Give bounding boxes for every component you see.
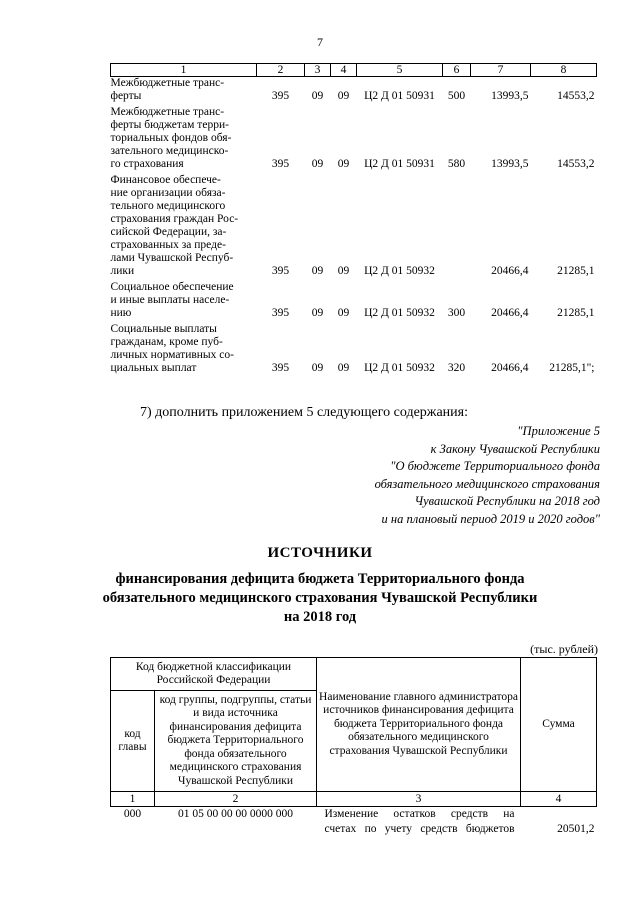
column-header: 4 [331,64,357,77]
item-name-line: Межбюджетные транс- [110,77,225,89]
amendment-paragraph: 7) дополнить приложением 5 следующего содержания: [140,405,468,420]
item-name-cell [111,281,257,323]
item-name-line: сийской Федерации, за- [110,226,227,238]
expense-type-cell: 320 [447,362,466,374]
column-number: 3 [317,792,521,807]
column-number: 2 [155,792,317,807]
ministry-code-cell: 395 [271,265,290,277]
header-code-head: код главы [111,691,155,792]
column-header: 3 [305,64,331,77]
section-cell: 09 [311,307,324,319]
column-number: 4 [521,792,597,807]
description-cell [317,807,521,838]
expense-type-cell: 580 [447,158,466,170]
table-row [111,106,597,174]
expense-type-cell: 500 [447,90,466,102]
column-number-row [111,792,597,807]
item-name-line: нию [110,307,132,319]
item-name-line: страхованных за преде- [110,239,226,251]
expense-type-cell [443,174,471,281]
column-header: 1 [111,64,257,77]
ministry-code-cell: 395 [271,307,290,319]
amount-2019-cell: 20466,4 [491,265,529,277]
item-name-cell [111,77,257,107]
appendix-line: обязательного медицинского страхования [374,476,600,491]
subsection-cell: 09 [337,362,350,374]
appendix-line: "О бюджете Территориального фонда [390,459,600,473]
item-name-line: тельного медицинского [110,200,226,212]
item-name-line: лами Чувашской Респуб- [110,252,234,264]
subsection-cell: 09 [337,307,350,319]
page-number: 7 [317,35,323,49]
section-cell: 09 [311,90,324,102]
amount-2019-cell: 13993,5 [491,90,529,102]
table-row [111,807,597,838]
item-name-line: Социальные выплаты [110,323,217,335]
item-name-line: зательного медицинско- [110,145,229,157]
column-header: 8 [531,64,597,77]
item-name-line: ферты бюджетам терри- [110,119,229,131]
item-name-line: ториальных фондов обя- [110,132,232,144]
amount-2019-cell: 13993,5 [491,158,529,170]
appendix-line: и на плановый период 2019 и 2020 годов" [381,511,600,526]
item-name-line: Финансовое обеспече- [110,174,221,186]
item-name-cell [111,174,257,281]
section-cell: 09 [311,158,324,170]
table-row [111,174,597,281]
table-row [111,77,597,107]
item-name-line: ние организации обяза- [110,187,226,199]
item-name-line: лики [110,265,135,277]
amount-2019-cell: 20466,4 [491,307,529,319]
ministry-code-cell: 395 [271,158,290,170]
target-article-cell: Ц2 Д 01 50932 [364,362,435,374]
document-subtitle [0,570,640,627]
subsection-cell: 09 [337,158,350,170]
item-name-line: личных нормативных со- [110,349,234,361]
units-label: (тыс. рублей) [530,642,598,656]
header-sum: Сумма [521,658,597,792]
subtitle-line: обязательного медицинского страхования Чувашской Республики [102,590,538,606]
item-name-line: Социальное обеспечение [110,281,234,293]
code-group-cell: 01 05 00 00 00 0000 000 [178,808,293,820]
item-name-cell [111,323,257,378]
target-article-cell: Ц2 Д 01 50932 [364,265,435,277]
header-admin-name: Наименование главного администратора источников финансирования дефицита бюджета Территориального фонда обязательного медицинского страхования Чувашской Республики [317,658,521,792]
section-cell: 09 [311,362,324,374]
table-row [111,323,597,378]
amount-2019-cell: 20466,4 [491,362,529,374]
sum-cell: 20501,2 [557,823,595,835]
subsection-cell: 09 [337,90,350,102]
column-header: 7 [471,64,531,77]
document-title: ИСТОЧНИКИ [267,545,373,561]
target-article-cell: Ц2 Д 01 50932 [364,307,435,319]
item-name-line: Межбюджетные транс- [110,106,225,118]
item-name-line: циальных выплат [110,362,197,374]
sources-table [110,657,597,837]
item-name-line: страхования граждан Рос- [110,213,239,225]
appendix-line: "Приложение 5 [517,424,600,438]
appendix-header [300,423,600,528]
item-name-line: и иные выплаты населе- [110,294,230,306]
amount-2020-cell: 21285,1 [557,307,595,319]
expenditure-table [110,63,597,378]
amount-2020-cell: 21285,1"; [549,362,595,374]
table-row [111,281,597,323]
table-header-row [111,64,597,77]
subtitle-line: финансирования дефицита бюджета Территориального фонда [115,571,525,587]
appendix-line: к Закону Чувашской Республики [430,441,600,456]
subtitle-line: на 2018 год [283,609,357,625]
code-head-cell: 000 [123,808,142,820]
amount-2020-cell: 14553,2 [557,158,595,170]
column-number: 1 [111,792,155,807]
description-line: счетах по учету средств бюджетов [324,823,515,835]
expense-type-cell: 300 [447,307,466,319]
item-name-line: гражданам, кроме пуб- [110,336,223,348]
ministry-code-cell: 395 [271,362,290,374]
item-name-line: го страхования [110,158,184,170]
appendix-line: Чувашской Республики на 2018 год [414,494,600,508]
amount-2020-cell: 14553,2 [557,90,595,102]
amount-2020-cell: 21285,1 [557,265,595,277]
table-body [111,77,597,379]
item-name-cell [111,106,257,174]
header-budget-classification: Код бюджетной классификации Российской Федерации [111,658,317,691]
column-header: 2 [257,64,305,77]
column-header: 5 [357,64,443,77]
column-header: 6 [443,64,471,77]
target-article-cell: Ц2 Д 01 50931 [364,90,435,102]
header-code-group: код группы, подгруппы, статьи и вида источника финансирования дефицита бюджета Территориального фонда обязательного медицинского страхования Чувашской Республики [155,691,317,792]
subsection-cell: 09 [337,265,350,277]
ministry-code-cell: 395 [271,90,290,102]
target-article-cell: Ц2 Д 01 50931 [364,158,435,170]
item-name-line: ферты [110,90,142,102]
section-cell: 09 [311,265,324,277]
description-line: Изменение остатков средств на [324,808,515,820]
